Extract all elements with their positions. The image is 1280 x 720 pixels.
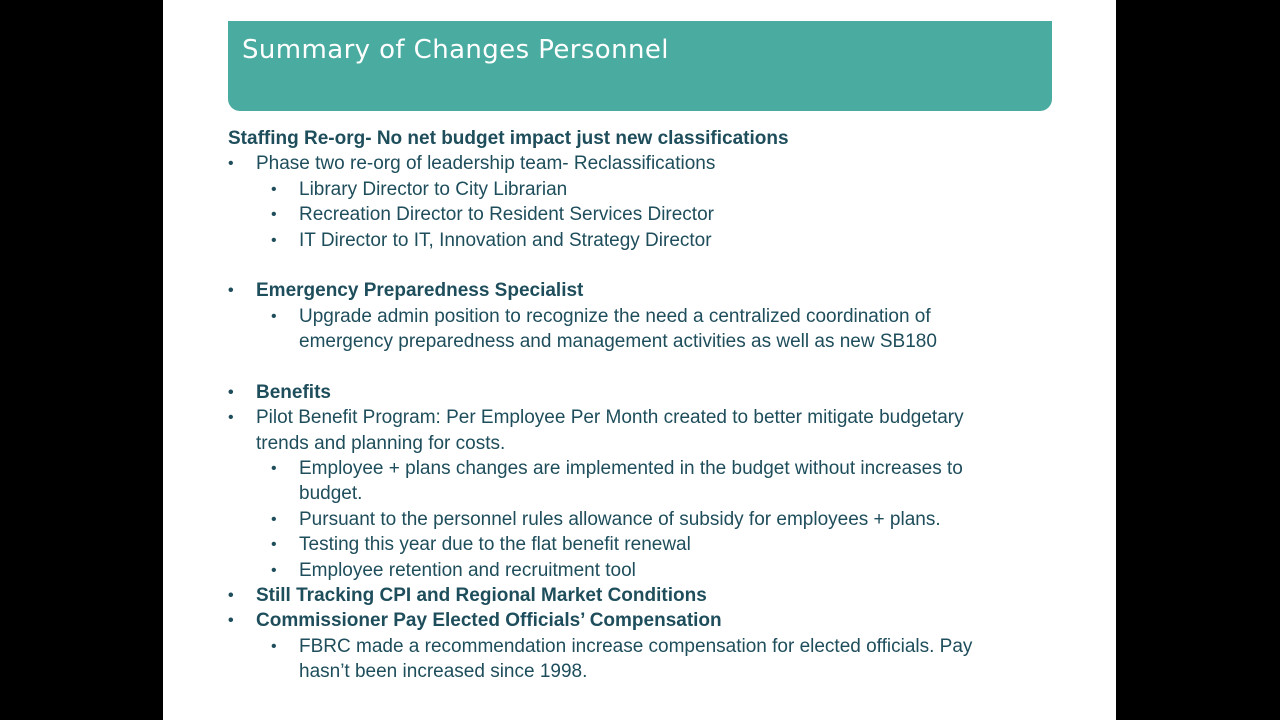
bullet-icon: • [271, 561, 277, 579]
sub-bullet-item: • Employee + plans changes are implemented in the budget without increases to [228, 456, 1068, 481]
slide-body [228, 126, 1068, 685]
sub-bullet-item: • Library Director to City Librarian [228, 177, 1068, 202]
bullet-item: • Commissioner Pay Elected Officials’ Compensation [228, 608, 1068, 633]
spacer [228, 253, 1068, 278]
title-bar [228, 21, 1052, 111]
section-heading: Staffing Re-org- No net budget impact just new classifications [228, 128, 789, 149]
bullet-icon: • [228, 155, 234, 173]
bullet-item: • Phase two re-org of leadership team- Reclassifications [228, 151, 1068, 176]
bullet-icon: • [271, 231, 277, 249]
bullet-icon: • [228, 612, 234, 630]
sub-bullet-item: • IT Director to IT, Innovation and Strategy Director [228, 228, 1068, 253]
bullet-icon: • [228, 587, 234, 605]
bullet-item: • Emergency Preparedness Specialist [228, 278, 1068, 303]
sub-bullet-item: • Upgrade admin position to recognize the need a centralized coordination of [228, 304, 1068, 329]
bullet-item: • Pilot Benefit Program: Per Employee Per Month created to better mitigate budgetary [228, 405, 1068, 430]
spacer [228, 355, 1068, 380]
bullet-icon: • [271, 307, 277, 325]
bullet-continuation: trends and planning for costs. [256, 432, 506, 454]
sub-bullet-item: • FBRC made a recommendation increase compensation for elected officials. Pay [228, 634, 1068, 659]
bullet-icon: • [271, 536, 277, 554]
bullet-item: • Still Tracking CPI and Regional Market Conditions [228, 583, 1068, 608]
bullet-icon: • [271, 510, 277, 528]
bullet-item: • Benefits [228, 380, 1068, 405]
sub-bullet-item: • Employee retention and recruitment tool [228, 558, 1068, 583]
bullet-icon: • [228, 383, 234, 401]
slide-title: Summary of Changes Personnel [242, 35, 669, 65]
sub-bullet-continuation: emergency preparedness and management activities as well as new SB180 [299, 331, 937, 353]
bullet-icon: • [271, 460, 277, 478]
bullet-icon: • [228, 409, 234, 427]
sub-bullet-continuation: budget. [299, 483, 363, 505]
bullet-icon: • [271, 180, 277, 198]
presentation-slide [163, 0, 1116, 720]
sub-bullet-continuation: hasn’t been increased since 1998. [299, 661, 588, 683]
sub-bullet-item: • Pursuant to the personnel rules allowance of subsidy for employees + plans. [228, 507, 1068, 532]
sub-bullet-item: • Recreation Director to Resident Services Director [228, 202, 1068, 227]
bullet-icon: • [228, 282, 234, 300]
sub-bullet-item: • Testing this year due to the flat benefit renewal [228, 532, 1068, 557]
bullet-icon: • [271, 206, 277, 224]
bullet-icon: • [271, 637, 277, 655]
